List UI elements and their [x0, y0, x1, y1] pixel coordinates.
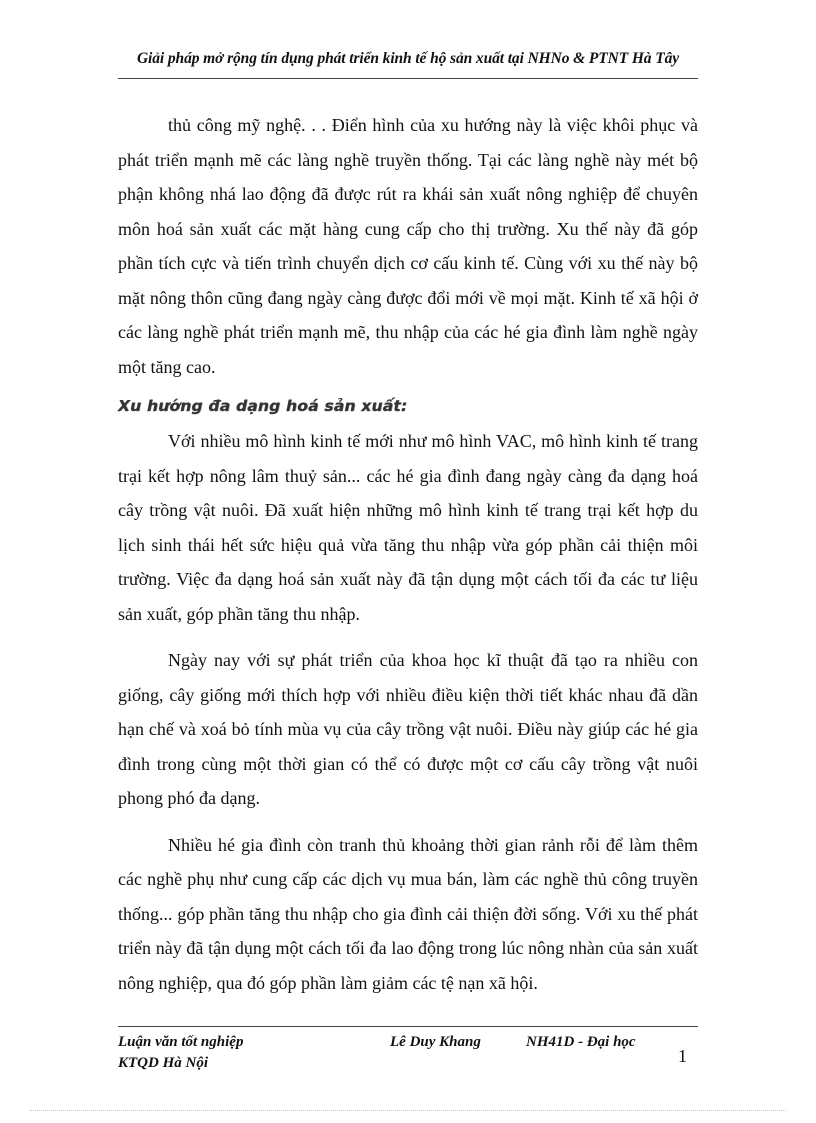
body-paragraph: thủ công mỹ nghệ. . . Điển hình của xu hướng này là việc khôi phục và phát triển mạnh mẽ các làng nghề truyền thống. Tại các làng nghề này mét bộ phận không nhá lao động đã được rút ra khái sản xuất nông nghiệp để chuyên môn hoá sản xuất các mặt hàng cung cấp cho thị trường. Xu thế này đã góp phần tích cực và tiến trình chuyển dịch cơ cấu kinh tế. Cùng với xu thế này bộ mặt nông thôn cũng đang ngày càng được đổi mới về mọi mặt. Kinh tế xã hội ở các làng nghề phát triển mạnh mẽ, thu nhập của các hé gia đình làm nghề ngày một tăng cao. [118, 115, 698, 377]
footer-school: KTQD Hà Nội [118, 1055, 208, 1071]
header-divider [118, 78, 698, 79]
body-paragraph: Ngày nay với sự phát triển của khoa học kĩ thuật đã tạo ra nhiều con giống, cây giống mới thích hợp với nhiều điều kiện thời tiết khác nhau đã dần hạn chế và xoá bỏ tính mùa vụ của cây trồng vật nuôi. Điều này giúp các hé gia đình trong cùng một thời gian có thể có được một cơ cấu cây trồng vật nuôi phong phó đa dạng. [118, 650, 698, 808]
footer-thesis-label: Luận văn tốt nghiệp [118, 1034, 244, 1050]
running-header: Giải pháp mở rộng tín dụng phát triển kinh tế hộ sản xuất tại NHNo & PTNT Hà Tây [136, 50, 680, 67]
section-heading: Xu hướng đa dạng hoá sản xuất: [118, 397, 408, 415]
footer-author: Lê Duy Khang [390, 1034, 481, 1050]
footer-divider [118, 1026, 698, 1027]
page-footer [118, 1034, 698, 1084]
document-body [118, 108, 698, 1012]
body-paragraph: Với nhiều mô hình kinh tế mới như mô hình VAC, mô hình kinh tế trang trại kết hợp nông lâm thuỷ sản... các hé gia đình đang ngày càng đa dạng hoá cây trồng vật nuôi. Đã xuất hiện những mô hình kinh tế trang trại kết hợp du lịch sinh thái hết sức hiệu quả vừa tăng thu nhập vừa góp phần cải thiện môi trường. Việc đa dạng hoá sản xuất này đã tận dụng một cách tối đa các tư liệu sản xuất, góp phần tăng thu nhập. [118, 431, 698, 624]
page-number: 1 [678, 1046, 687, 1066]
body-paragraph: Nhiều hé gia đình còn tranh thủ khoảng thời gian rảnh rỗi để làm thêm các nghề phụ như cung cấp các dịch vụ mua bán, làm các nghề thủ công truyền thống... góp phần tăng thu nhập cho gia đình cải thiện đời sống. Với xu thế phát triển này đã tận dụng một cách tối đa lao động trong lúc nông nhàn của sản xuất nông nghiệp, qua đó góp phần làm giảm các tệ nạn xã hội. [118, 834, 698, 993]
footer-class: NH41D - Đại học [526, 1034, 636, 1050]
page-bottom-border [30, 1110, 786, 1111]
